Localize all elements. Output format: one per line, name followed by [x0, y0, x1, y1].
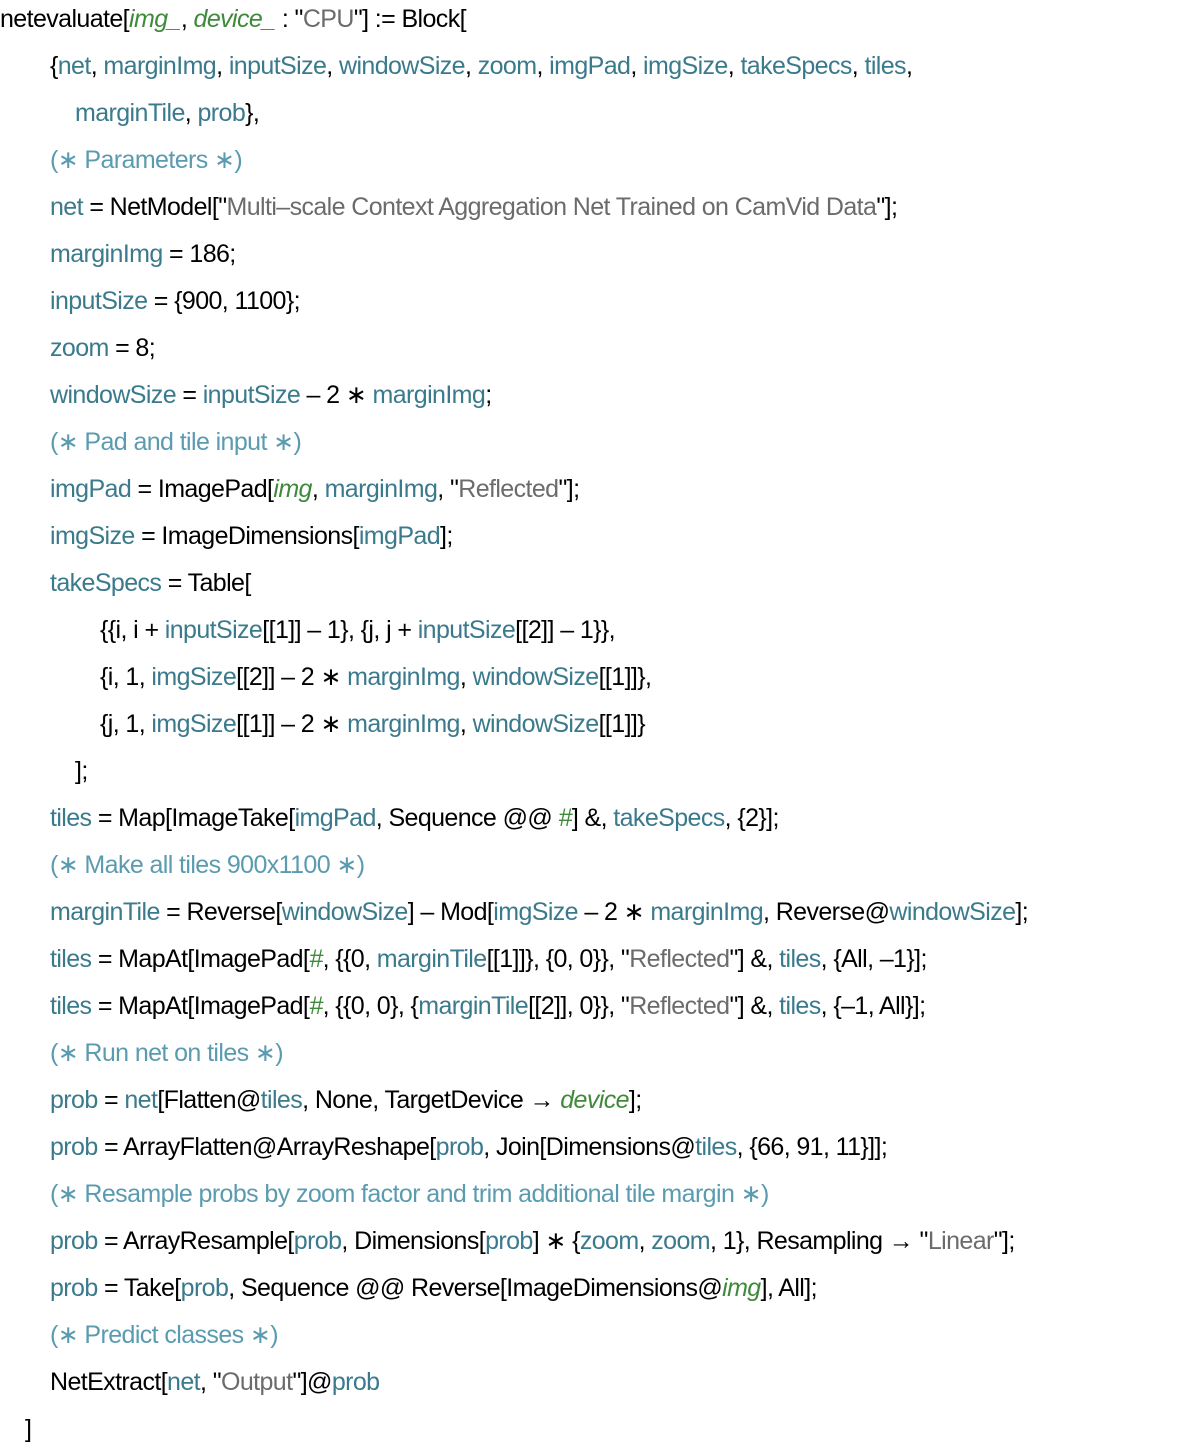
variable-token: imgSize	[643, 52, 728, 80]
code-line	[50, 1077, 642, 1124]
plain-token: ,	[90, 52, 104, 80]
code-line	[50, 889, 1028, 936]
plain-token: = ArrayResample[	[97, 1227, 294, 1255]
variable-token: prob	[293, 1227, 342, 1255]
plain-token: = Map[ImageTake[	[91, 804, 295, 832]
plain-token: ];	[75, 757, 88, 785]
variable-token: prob	[331, 1368, 380, 1396]
plain-token: = ImageDimensions[	[134, 522, 359, 550]
plain-token: : "	[275, 5, 303, 33]
variable-token: imgPad	[50, 475, 132, 503]
plain-token: , "	[200, 1368, 221, 1396]
plain-token: ,	[630, 52, 644, 80]
plain-token: [[1]] – 2 ∗	[236, 710, 348, 738]
plain-token: "] &,	[729, 945, 780, 973]
variable-token: marginImg	[103, 52, 217, 80]
variable-token: zoom	[651, 1227, 711, 1255]
plain-token: NetExtract[	[50, 1368, 168, 1396]
plain-token: , {{0,	[322, 945, 377, 973]
argument-token: #	[558, 804, 572, 832]
plain-token: ] ∗ {	[532, 1227, 580, 1255]
plain-token: {	[50, 52, 58, 80]
plain-token: = Table[	[161, 569, 251, 597]
code-line	[50, 325, 155, 372]
plain-token: = Reverse[	[159, 898, 282, 926]
plain-token: =	[176, 381, 203, 409]
string-token: Reflected	[458, 475, 559, 503]
code-line	[50, 1218, 1015, 1265]
code-line	[50, 43, 912, 90]
plain-token: , {2}];	[724, 804, 779, 832]
variable-token: zoom	[579, 1227, 639, 1255]
variable-token: tiles	[50, 945, 92, 973]
plain-token: ,	[727, 52, 741, 80]
comment-token: (∗ Resample probs by zoom factor and trim additional tile margin ∗)	[50, 1180, 769, 1208]
variable-token: imgPad	[294, 804, 376, 832]
code-line	[100, 654, 651, 701]
plain-token: = NetModel["	[82, 193, 227, 221]
variable-token: net	[57, 52, 91, 80]
code-line	[50, 795, 779, 842]
plain-token: ,	[851, 52, 865, 80]
comment-token: (∗ Run net on tiles ∗)	[50, 1039, 283, 1067]
argument-token: img_	[129, 5, 181, 33]
string-token: Reflected	[629, 945, 730, 973]
variable-token: marginImg	[372, 381, 486, 409]
plain-token: = MapAt[ImagePad[	[91, 945, 310, 973]
plain-token: , {{0, 0}, {	[322, 992, 419, 1020]
plain-token: – 2 ∗	[577, 898, 651, 926]
string-token: CPU	[302, 5, 354, 33]
plain-token: = MapAt[ImagePad[	[91, 992, 310, 1020]
variable-token: prob	[197, 99, 246, 127]
code-line	[50, 184, 897, 231]
plain-token: [[2]] – 2 ∗	[236, 663, 348, 691]
code-line	[50, 231, 236, 278]
plain-token: {i, 1,	[100, 663, 152, 691]
plain-token: "] := Block[	[353, 5, 466, 33]
variable-token: marginTile	[50, 898, 160, 926]
plain-token: , "	[437, 475, 459, 503]
plain-token: ,	[465, 52, 478, 80]
plain-token: ]	[25, 1415, 32, 1443]
variable-token: prob	[180, 1274, 229, 1302]
code-line	[100, 607, 615, 654]
code-line	[50, 842, 364, 889]
variable-token: windowSize	[338, 52, 465, 80]
variable-token: windowSize	[889, 898, 1016, 926]
plain-token: "]@	[292, 1368, 332, 1396]
argument-token: device	[560, 1086, 629, 1114]
variable-token: prob	[50, 1227, 98, 1255]
plain-token: [[1]] – 1}, {j, j +	[262, 616, 418, 644]
plain-token: , Dimensions[	[341, 1227, 486, 1255]
plain-token: [[1]]},	[598, 663, 652, 691]
plain-token: ] &,	[571, 804, 614, 832]
variable-token: prob	[50, 1086, 98, 1114]
variable-token: tiles	[50, 804, 92, 832]
plain-token: ,	[459, 663, 473, 691]
variable-token: marginTile	[376, 945, 487, 973]
comment-token: (∗ Pad and tile input ∗)	[50, 428, 302, 456]
code-line	[100, 701, 645, 748]
variable-token: imgPad	[358, 522, 441, 550]
code-line	[50, 137, 242, 184]
variable-token: windowSize	[281, 898, 408, 926]
plain-token: ,	[638, 1227, 652, 1255]
plain-token: = {900, 1100};	[147, 287, 300, 315]
plain-token: ,	[184, 99, 198, 127]
plain-token: , {All, –1}];	[820, 945, 927, 973]
variable-token: tiles	[779, 945, 821, 973]
plain-token: , Reverse@	[763, 898, 890, 926]
comment-token: (∗ Make all tiles 900x1100 ∗)	[50, 851, 365, 879]
argument-token: device_	[193, 5, 276, 33]
code-line	[75, 748, 88, 795]
variable-token: marginImg	[324, 475, 438, 503]
comment-token: (∗ Parameters ∗)	[50, 146, 243, 174]
variable-token: prob	[485, 1227, 533, 1255]
plain-token: – 2 ∗	[300, 381, 373, 409]
variable-token: takeSpecs	[50, 569, 162, 597]
plain-token: [[1]]}	[598, 710, 646, 738]
variable-token: tiles	[864, 52, 906, 80]
variable-token: prob	[50, 1274, 98, 1302]
plain-token: ], All];	[760, 1274, 817, 1302]
variable-token: imgPad	[549, 52, 631, 80]
string-token: Linear	[927, 1227, 994, 1255]
code-line	[50, 1124, 887, 1171]
plain-token: ;	[485, 381, 492, 409]
plain-token: {{i, i +	[100, 616, 165, 644]
plain-token: , None, TargetDevice →	[302, 1086, 561, 1114]
variable-token: marginImg	[347, 663, 460, 691]
variable-token: inputSize	[228, 52, 327, 80]
code-line	[50, 466, 579, 513]
variable-token: windowSize	[472, 710, 599, 738]
plain-token: = 186;	[162, 240, 236, 268]
variable-token: takeSpecs	[613, 804, 725, 832]
plain-token: "];	[876, 193, 898, 221]
plain-token: [[2]] – 1}},	[515, 616, 616, 644]
plain-token: , Join[Dimensions@	[483, 1133, 696, 1161]
variable-token: imgSize	[151, 663, 237, 691]
variable-token: tiles	[779, 992, 821, 1020]
code-line	[50, 372, 492, 419]
plain-token: "];	[993, 1227, 1015, 1255]
variable-token: prob	[435, 1133, 484, 1161]
plain-token: = ImagePad[	[131, 475, 274, 503]
plain-token: ,	[536, 52, 550, 80]
variable-token: tiles	[50, 992, 92, 1020]
variable-token: inputSize	[164, 616, 263, 644]
plain-token: "];	[558, 475, 580, 503]
argument-token: #	[309, 945, 323, 973]
code-line	[50, 1312, 278, 1359]
plain-token: {j, 1,	[100, 710, 152, 738]
code-line	[50, 419, 301, 466]
variable-token: takeSpecs	[740, 52, 852, 80]
plain-token: = 8;	[108, 334, 156, 362]
plain-token: ] – Mod[	[407, 898, 494, 926]
plain-token: ,	[311, 475, 325, 503]
plain-token: ];	[628, 1086, 642, 1114]
variable-token: net	[50, 193, 83, 221]
code-line	[50, 936, 927, 983]
variable-token: net	[167, 1368, 201, 1396]
variable-token: imgSize	[493, 898, 578, 926]
variable-token: marginImg	[50, 240, 163, 268]
code-line	[50, 278, 300, 325]
variable-token: prob	[50, 1133, 98, 1161]
plain-token: [[1]]}, {0, 0}}, "	[486, 945, 630, 973]
argument-token: #	[309, 992, 323, 1020]
argument-token: img	[722, 1274, 761, 1302]
code-line	[0, 0, 466, 43]
comment-token: (∗ Predict classes ∗)	[50, 1321, 278, 1349]
plain-token: ,	[326, 52, 339, 80]
variable-token: windowSize	[50, 381, 177, 409]
code-line	[50, 560, 251, 607]
plain-token: =	[97, 1086, 125, 1114]
string-token: Reflected	[629, 992, 730, 1020]
plain-token: },	[245, 99, 260, 127]
variable-token: imgSize	[151, 710, 237, 738]
code-line	[50, 1359, 379, 1406]
code-line	[75, 90, 259, 137]
plain-token: , {66, 91, 11}]];	[736, 1133, 888, 1161]
plain-token: ,	[216, 52, 229, 80]
argument-token: img	[273, 475, 312, 503]
variable-token: tiles	[695, 1133, 737, 1161]
plain-token: [Flatten@	[157, 1086, 261, 1114]
variable-token: marginImg	[650, 898, 764, 926]
variable-token: inputSize	[202, 381, 301, 409]
plain-token: ];	[440, 522, 453, 550]
plain-token: [[2]], 0}}, "	[528, 992, 630, 1020]
variable-token: imgSize	[50, 522, 135, 550]
variable-token: zoom	[477, 52, 537, 80]
plain-token: , Sequence @@	[375, 804, 559, 832]
plain-token: ,	[180, 5, 194, 33]
plain-token: = Take[	[97, 1274, 181, 1302]
variable-token: net	[124, 1086, 158, 1114]
plain-token: ,	[905, 52, 913, 80]
plain-token: ];	[1015, 898, 1029, 926]
string-token: Output	[220, 1368, 293, 1396]
plain-token: "] &,	[729, 992, 780, 1020]
code-line	[25, 1406, 31, 1453]
code-line	[50, 983, 925, 1030]
plain-token: ,	[459, 710, 473, 738]
variable-token: zoom	[50, 334, 109, 362]
string-token: Multi–scale Context Aggregation Net Trained on CamVid Data	[226, 193, 877, 221]
code-line	[50, 513, 453, 560]
code-line	[50, 1030, 283, 1077]
variable-token: tiles	[260, 1086, 303, 1114]
code-line	[50, 1265, 817, 1312]
variable-token: marginTile	[75, 99, 185, 127]
plain-token: , {–1, All}];	[820, 992, 926, 1020]
variable-token: inputSize	[417, 616, 516, 644]
code-line	[50, 1171, 769, 1218]
variable-token: inputSize	[50, 287, 148, 315]
plain-token: = ArrayFlatten@ArrayReshape[	[97, 1133, 436, 1161]
plain-token: , 1}, Resampling → "	[710, 1227, 928, 1255]
variable-token: marginTile	[418, 992, 529, 1020]
variable-token: windowSize	[472, 663, 599, 691]
variable-token: marginImg	[347, 710, 460, 738]
plain-token: netevaluate[	[0, 5, 130, 33]
plain-token: , Sequence @@ Reverse[ImageDimensions@	[228, 1274, 723, 1302]
